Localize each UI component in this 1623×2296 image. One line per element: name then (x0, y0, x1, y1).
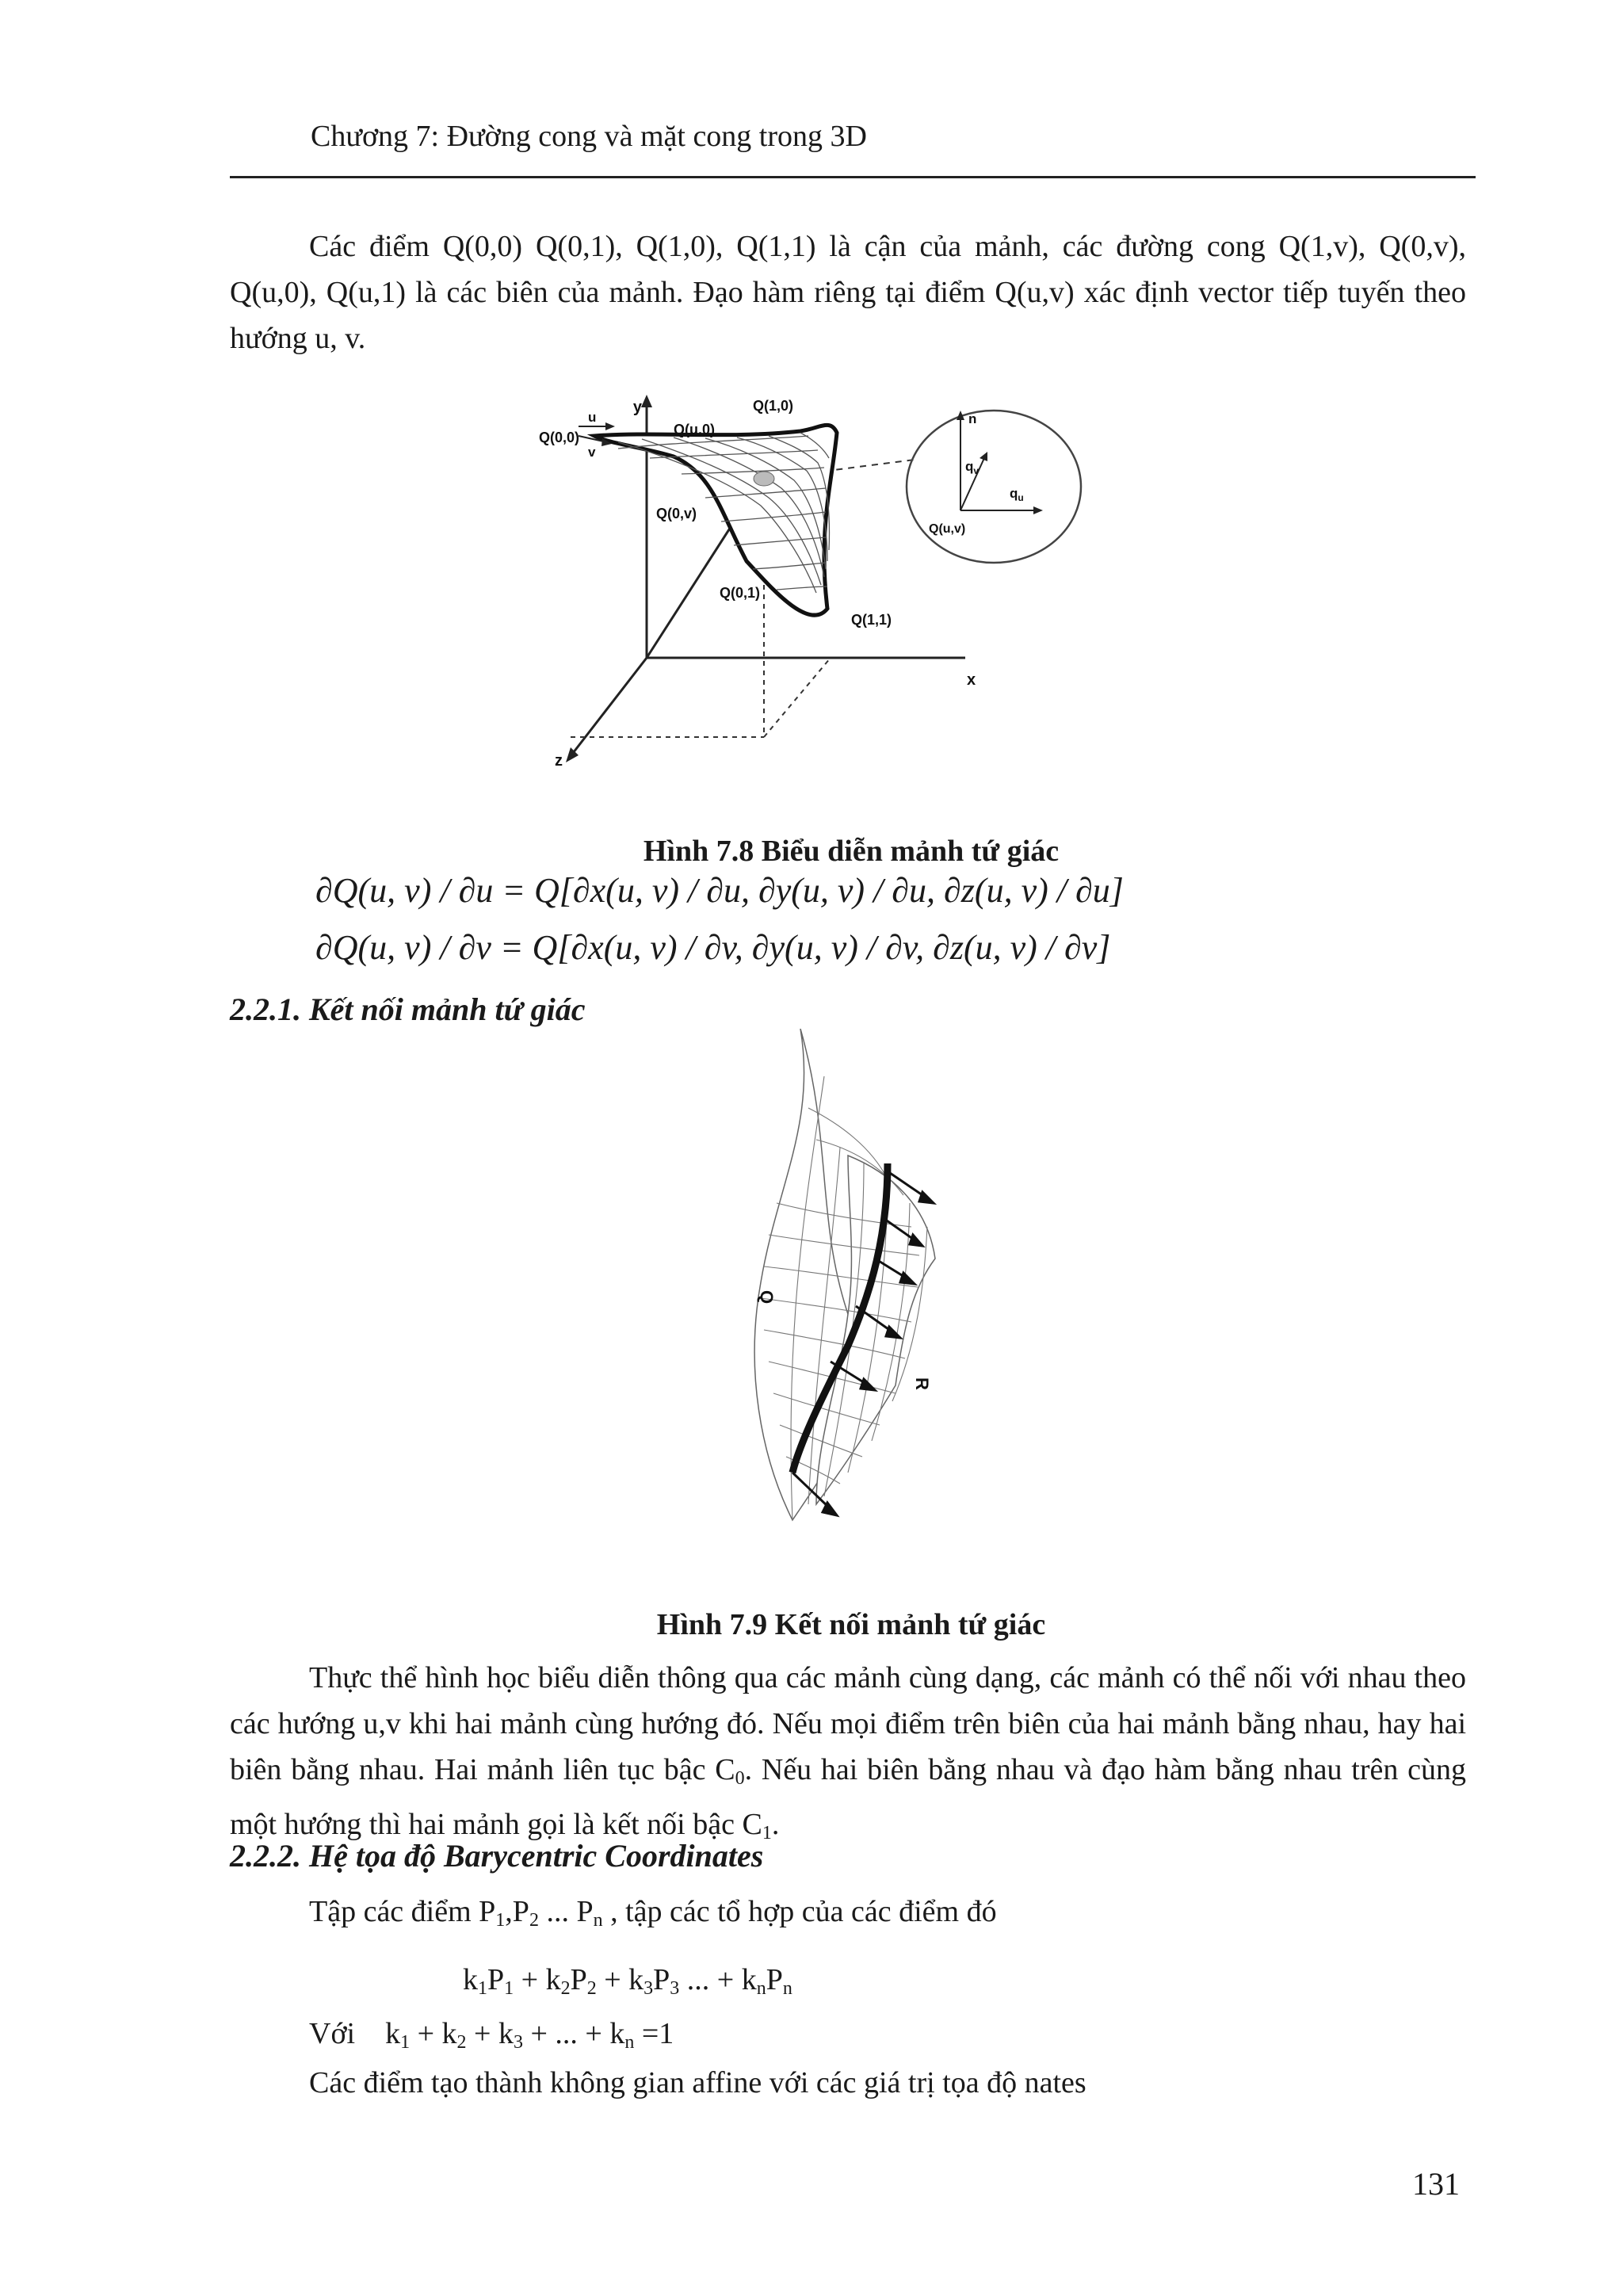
label-q11: Q(1,1) (851, 612, 892, 628)
label-q10: Q(1,0) (753, 398, 794, 414)
equation-du: ∂Q(u, v) / ∂u = Q[∂x(u, v) / ∂u, ∂y(u, v) / ∂u, ∂z(u, v) / ∂u] (315, 871, 1124, 910)
label-q01: Q(0,1) (720, 585, 761, 601)
figure-7-9-connected-patches (729, 1029, 983, 1549)
combination-line: $k_1P_1 + k_2P_2 + k_3P_3$ ... + $k_nP_n$ (463, 1963, 792, 1999)
label-qu0: Q(u,0) (674, 422, 715, 437)
figure-7-9-caption: Hình 7.9 Kết nối mảnh tứ giác (656, 1608, 1046, 1641)
chapter-header: Chương 7: Đường cong và mặt cong trong 3D (311, 120, 867, 153)
points-line: Tập các điểm $P_1,P_2$ ... $P_n$ , tập các tổ hợp của các điểm đó (309, 1895, 997, 1931)
label-q0v: Q(0,v) (656, 506, 697, 521)
figure-7-8-patch-diagram (539, 395, 1109, 777)
svg-text:qv: $q_v$ (965, 459, 980, 476)
x-label: x (967, 671, 976, 689)
intro-paragraph: Các điểm Q(0,0) Q(0,1), Q(1,0), Q(1,1) là cận của mảnh, các đường cong Q(1,v), Q(0,v), Q(u,0), Q(u,1) là các biên của mảnh. Đạo hàm riêng tại điểm Q(u,v) xác định vector tiếp tuyến theo hướng u, v. (230, 230, 1466, 355)
section-2-2-1-title: 2.2.1. Kết nối mảnh tứ giác (230, 991, 586, 1027)
connection-paragraph: Thực thể hình học biểu diễn thông qua các mảnh cùng dạng, các mảnh có thể nối với nhau theo các hướng u,v khi hai mảnh cùng hướng đó. Nếu mọi điểm trên biên của hai mảnh bằng nhau, hay hai biên bằng nhau. Hai mảnh liên tục bậc $C_0$. Nếu hai biên bằng nhau và đạo hàm bằng nhau trên cùng một hướng thì hai mảnh gọi là kết nối bậc $C_1$. (230, 1661, 1466, 1843)
svg-text:v: v (588, 445, 596, 460)
page-number: 131 (1412, 2166, 1460, 2202)
label-q00: Q(0,0) (539, 430, 580, 445)
svg-text:qu: $q_u$ (1010, 486, 1024, 503)
figure-7-8-caption: Hình 7.8 Biểu diễn mảnh tứ giác (643, 835, 1060, 868)
svg-text:n: n (968, 411, 977, 426)
label-q: Q (757, 1290, 777, 1305)
section-2-2-2-title: 2.2.2. Hệ tọa độ Barycentric Coordinates (230, 1838, 764, 1874)
affine-line: Các điểm tạo thành không gian affine với các giá trị tọa độ nates (309, 2066, 1086, 2099)
label-quv: Q(u,v) (929, 522, 966, 536)
zoom-circle (907, 411, 1081, 563)
z-label: z (555, 752, 563, 770)
svg-text:u: u (588, 410, 597, 425)
constraint-line: Với $k_1 + k_2 + k_3$ + ... + $k_n =1$ (309, 2017, 674, 2053)
header-rule (230, 176, 1476, 178)
label-r: R (912, 1377, 932, 1390)
equation-dv: ∂Q(u, v) / ∂v = Q[∂x(u, v) / ∂v, ∂y(u, v) / ∂v, ∂z(u, v) / ∂v] (315, 928, 1111, 967)
y-label: y (632, 399, 642, 416)
z-axis (571, 658, 647, 756)
